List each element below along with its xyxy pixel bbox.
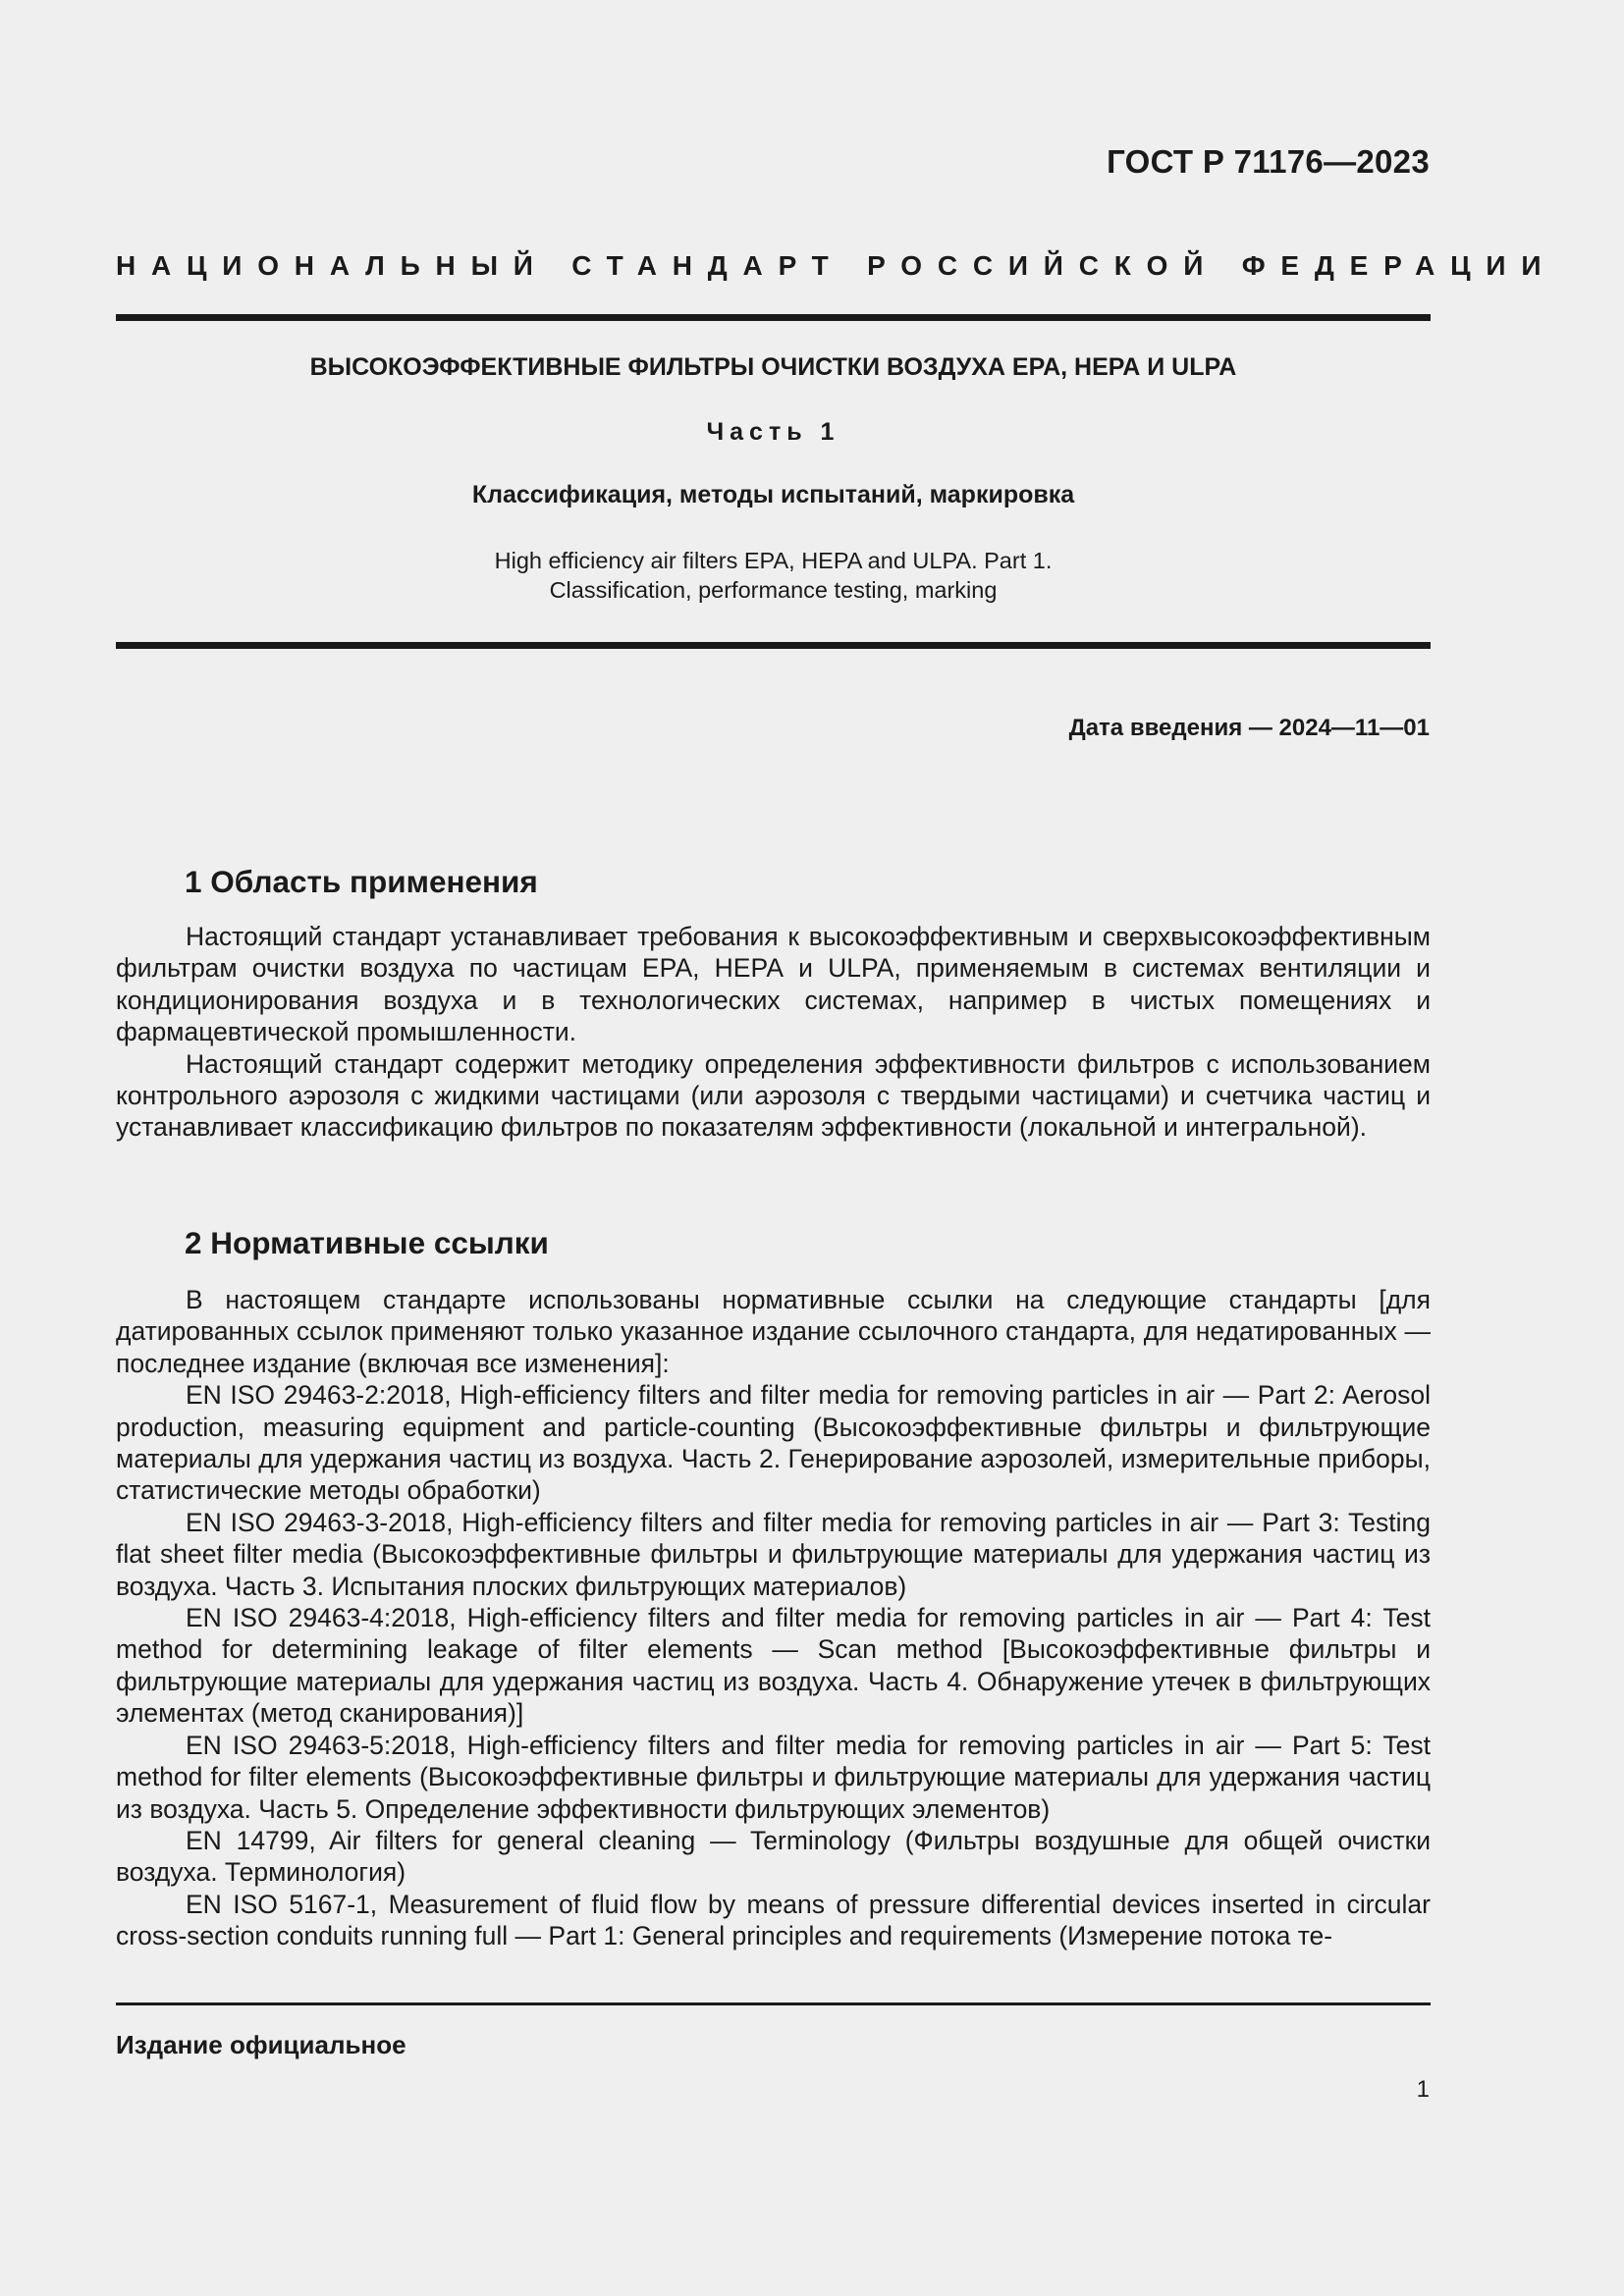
standard-designation: ГОСТ Р 71176—2023 (1107, 143, 1430, 180)
reference-item: EN ISO 5167-1, Measurement of fluid flow by means of pressure differential devices inserted in circular cross-section conduits running full — Part 1: General principles and requirements (Измерение потока те- (116, 1889, 1431, 1951)
part-label: Часть 1 (706, 418, 840, 446)
page-number: 1 (1416, 2076, 1430, 2103)
section-body (116, 1284, 1431, 1952)
reference-item: EN ISO 29463-3-2018, High-efficiency filters and filter media for removing particles in air — Part 3: Testing flat sheet filter media (Высокоэффективные фильтры и фильтрующие материалы для удержания частиц из воздуха. Часть 3. Испытания плоских фильтрующих материалов) (116, 1507, 1431, 1601)
section-heading: 1 Область применения (185, 864, 538, 899)
reference-item: EN ISO 29463-4:2018, High-efficiency filters and filter media for removing particles in air — Part 4: Test method for determining leakage of filter elements — Scan method [Высокоэффективные фильтры и фильтрующие материалы для удержания частиц из воздуха. Часть 4. Обнаружение утечек в фильтрующих элементах (метод сканирования)] (116, 1603, 1431, 1729)
paragraph: В настоящем стандарте использованы нормативные ссылки на следующие стандарты [для датированных ссылок применяют только указанное издание ссылочного стандарта, для недатированных — последнее издание (включая все изменения]: (116, 1285, 1431, 1378)
section-body (116, 921, 1431, 1144)
official-edition-label: Издание официальное (116, 2030, 406, 2059)
paragraph: Настоящий стандарт содержит методику определения эффективности фильтров с использованием контрольного аэрозоля с жидкими частицами (или аэрозоля с твердыми частицами) и счетчика частиц и устанавливает классификацию фильтров по показателям эффективности (локальной и интегральной). (116, 1048, 1431, 1143)
paragraph: Настоящий стандарт устанавливает требования к высокоэффективным и сверхвысокоэффективным фильтрам очистки воздуха по частицам ЕРА, НЕРА и ULPA, применяемым в системах вентиляции и кондиционирования воздуха и в технологических системах, например в чистых помещениях и фармацевтической промышленности. (116, 922, 1431, 1047)
english-title-line-1: High efficiency air filters EPA, HEPA and ULPA. Part 1. (494, 548, 1053, 573)
title-bottom-rule (116, 642, 1431, 649)
section-heading: 2 Нормативные ссылки (185, 1225, 549, 1260)
reference-item: EN ISO 29463-2:2018, High-efficiency filters and filter media for removing particles in air — Part 2: Aerosol production, measuring equipment and particle-counting (Высокоэффективные фильтры и фильтрующие материалы для удержания частиц из воздуха. Часть 2. Генерирование аэрозолей, измерительные приборы, статистические методы обработки) (116, 1380, 1431, 1506)
footer-rule (116, 2002, 1431, 2005)
reference-item: EN ISO 29463-5:2018, High-efficiency filters and filter media for removing particles in air — Part 5: Test method for filter elements (Высокоэффективные фильтры и фильтрующие материалы для удержания частиц из воздуха. Часть 5. Определение эффективности фильтрующих элементов) (116, 1730, 1431, 1824)
standard-title: ВЫСОКОЭФФЕКТИВНЫЕ ФИЛЬТРЫ ОЧИСТКИ ВОЗДУХА ЕРА, НЕРА И ULPA (309, 353, 1237, 381)
english-title-line-2: Classification, performance testing, marking (549, 577, 998, 603)
standard-subtitle: Классификация, методы испытаний, маркировка (471, 481, 1075, 508)
introduction-date: Дата введения — 2024—11—01 (1068, 715, 1430, 741)
reference-item: EN 14799, Air filters for general cleaning — Terminology (Фильтры воздушные для общей очистки воздуха. Терминология) (116, 1825, 1431, 1888)
english-title (116, 546, 1431, 605)
national-standard-title: НАЦИОНАЛЬНЫЙ СТАНДАРТ РОССИЙСКОЙ ФЕДЕРАЦИИ (116, 250, 1557, 281)
top-rule (116, 314, 1431, 321)
